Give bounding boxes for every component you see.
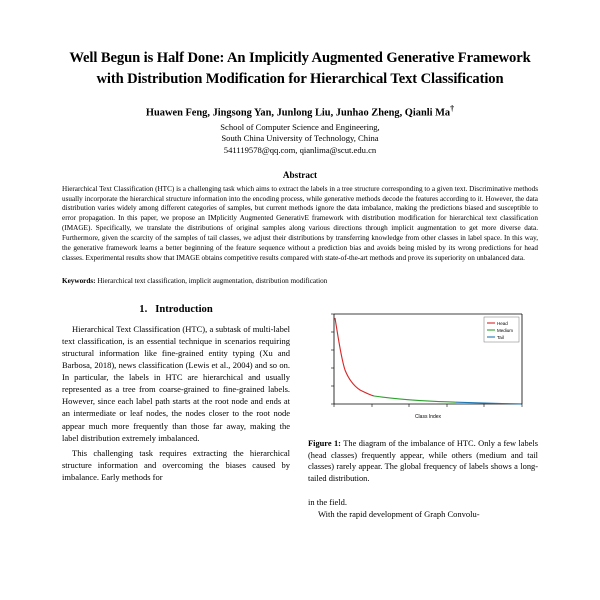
left-column bbox=[62, 304, 290, 521]
page-title: Well Begun is Half Done: An Implicitly Augmented Generative Framework with Distribution Modification for Hierarchical Text Classification bbox=[69, 50, 531, 88]
abstract-text: Hierarchical Text Classification (HTC) is a challenging task which aims to extract the labels in a tree structure corresponding to a given text. Discriminative methods usually incorporate the hierarchical structure information into the encoding process, while generative methods decode the features according to it. However, the data distribution varies widely among different categories of samples, but current methods ignore the data imbalance, making the predictions biased and susceptible to error propagation. In this paper, we propose an IMplicitly Augmented GenerativE framework with distribution modification for hierarchical text classification (IMAGE). Specifically, we translate the distributions of original samples along various directions through implicit augmentation to get more diverse data. Furthermore, given the scarcity of the samples of tail classes, we adjust their distributions by transferring knowledge from other classes in label space. In this way, the generative framework learns a better beginning of the feature sequence without a prediction bias and avoids being misled by its wrong predictions for head classes. Experimental results show that IMAGE obtains competitive results compared with state-of-the-art methods and prove its superiority on unbalanced data. bbox=[62, 184, 538, 263]
intro-paragraph-2: This challenging task requires extracting the hierarchical structure information and overcoming the biases caused by imbalance. Early methods for bbox=[62, 447, 290, 482]
two-column-body bbox=[62, 304, 538, 521]
figure-caption bbox=[308, 438, 538, 484]
figure-caption-label: Figure 1: bbox=[308, 439, 341, 448]
keywords bbox=[62, 277, 538, 287]
figure-caption-text: The diagram of the imbalance of HTC. Only a few labels (head classes) frequently appear, while others (medium and tail classes) rarely appear. The global frequency of labels shows a long-tailed distribution. bbox=[308, 439, 538, 483]
abstract-heading: Abstract bbox=[282, 169, 318, 180]
series-medium-line bbox=[374, 396, 456, 402]
author-list bbox=[62, 104, 538, 118]
affiliation bbox=[62, 122, 538, 157]
keywords-label: Keywords: bbox=[62, 277, 96, 286]
author-names: Huawen Feng, Jingsong Yan, Junlong Liu, Junhao Zheng, Qianli Ma bbox=[145, 107, 451, 119]
section-heading-introduction bbox=[62, 304, 290, 315]
section-number: 1. bbox=[139, 304, 148, 315]
x-ticks bbox=[334, 404, 522, 407]
keywords-text: Hierarchical text classification, implicit augmentation, distribution modification bbox=[97, 277, 328, 286]
figure-1 bbox=[308, 306, 538, 428]
y-ticks bbox=[331, 314, 334, 404]
x-axis-label: Class Index bbox=[414, 414, 442, 420]
affiliation-line-2: South China University of Technology, China bbox=[221, 133, 379, 144]
intro-paragraph-1: Hierarchical Text Classification (HTC), a subtask of multi-label text classification, is an essential technique in scenarios requiring structural information like fine-grained entity typing (Xu and Barbosa, 2018), news classification (Lewis et al., 2004) and so on. In particular, the labels in HTC are hierarchical and usually represented as a tree from coarse-grained to fine-grained labels. However, since each label path starts at the root node and ends at an intermediate or leaf nodes, the nodes closer to the root node appear much more frequently than those far away, making the label distribution extremely imbalanced. bbox=[62, 324, 290, 443]
author-dagger: † bbox=[450, 104, 455, 114]
right-column bbox=[308, 304, 538, 521]
affiliation-emails: 541119578@qq.com, qianlima@scut.edu.cn bbox=[223, 144, 377, 155]
affiliation-line-1: School of Computer Science and Engineering, bbox=[220, 121, 380, 132]
imbalance-line-chart bbox=[308, 306, 538, 428]
series-head-line bbox=[335, 318, 374, 396]
right-paragraph-1: in the field. bbox=[308, 497, 347, 508]
section-title: Introduction bbox=[155, 304, 213, 315]
legend-label-tail: Tail bbox=[497, 335, 504, 340]
legend-label-head: Head bbox=[497, 321, 508, 326]
right-paragraph-2: With the rapid development of Graph Convolu- bbox=[318, 509, 480, 520]
legend-label-medium: Medium bbox=[497, 328, 514, 333]
